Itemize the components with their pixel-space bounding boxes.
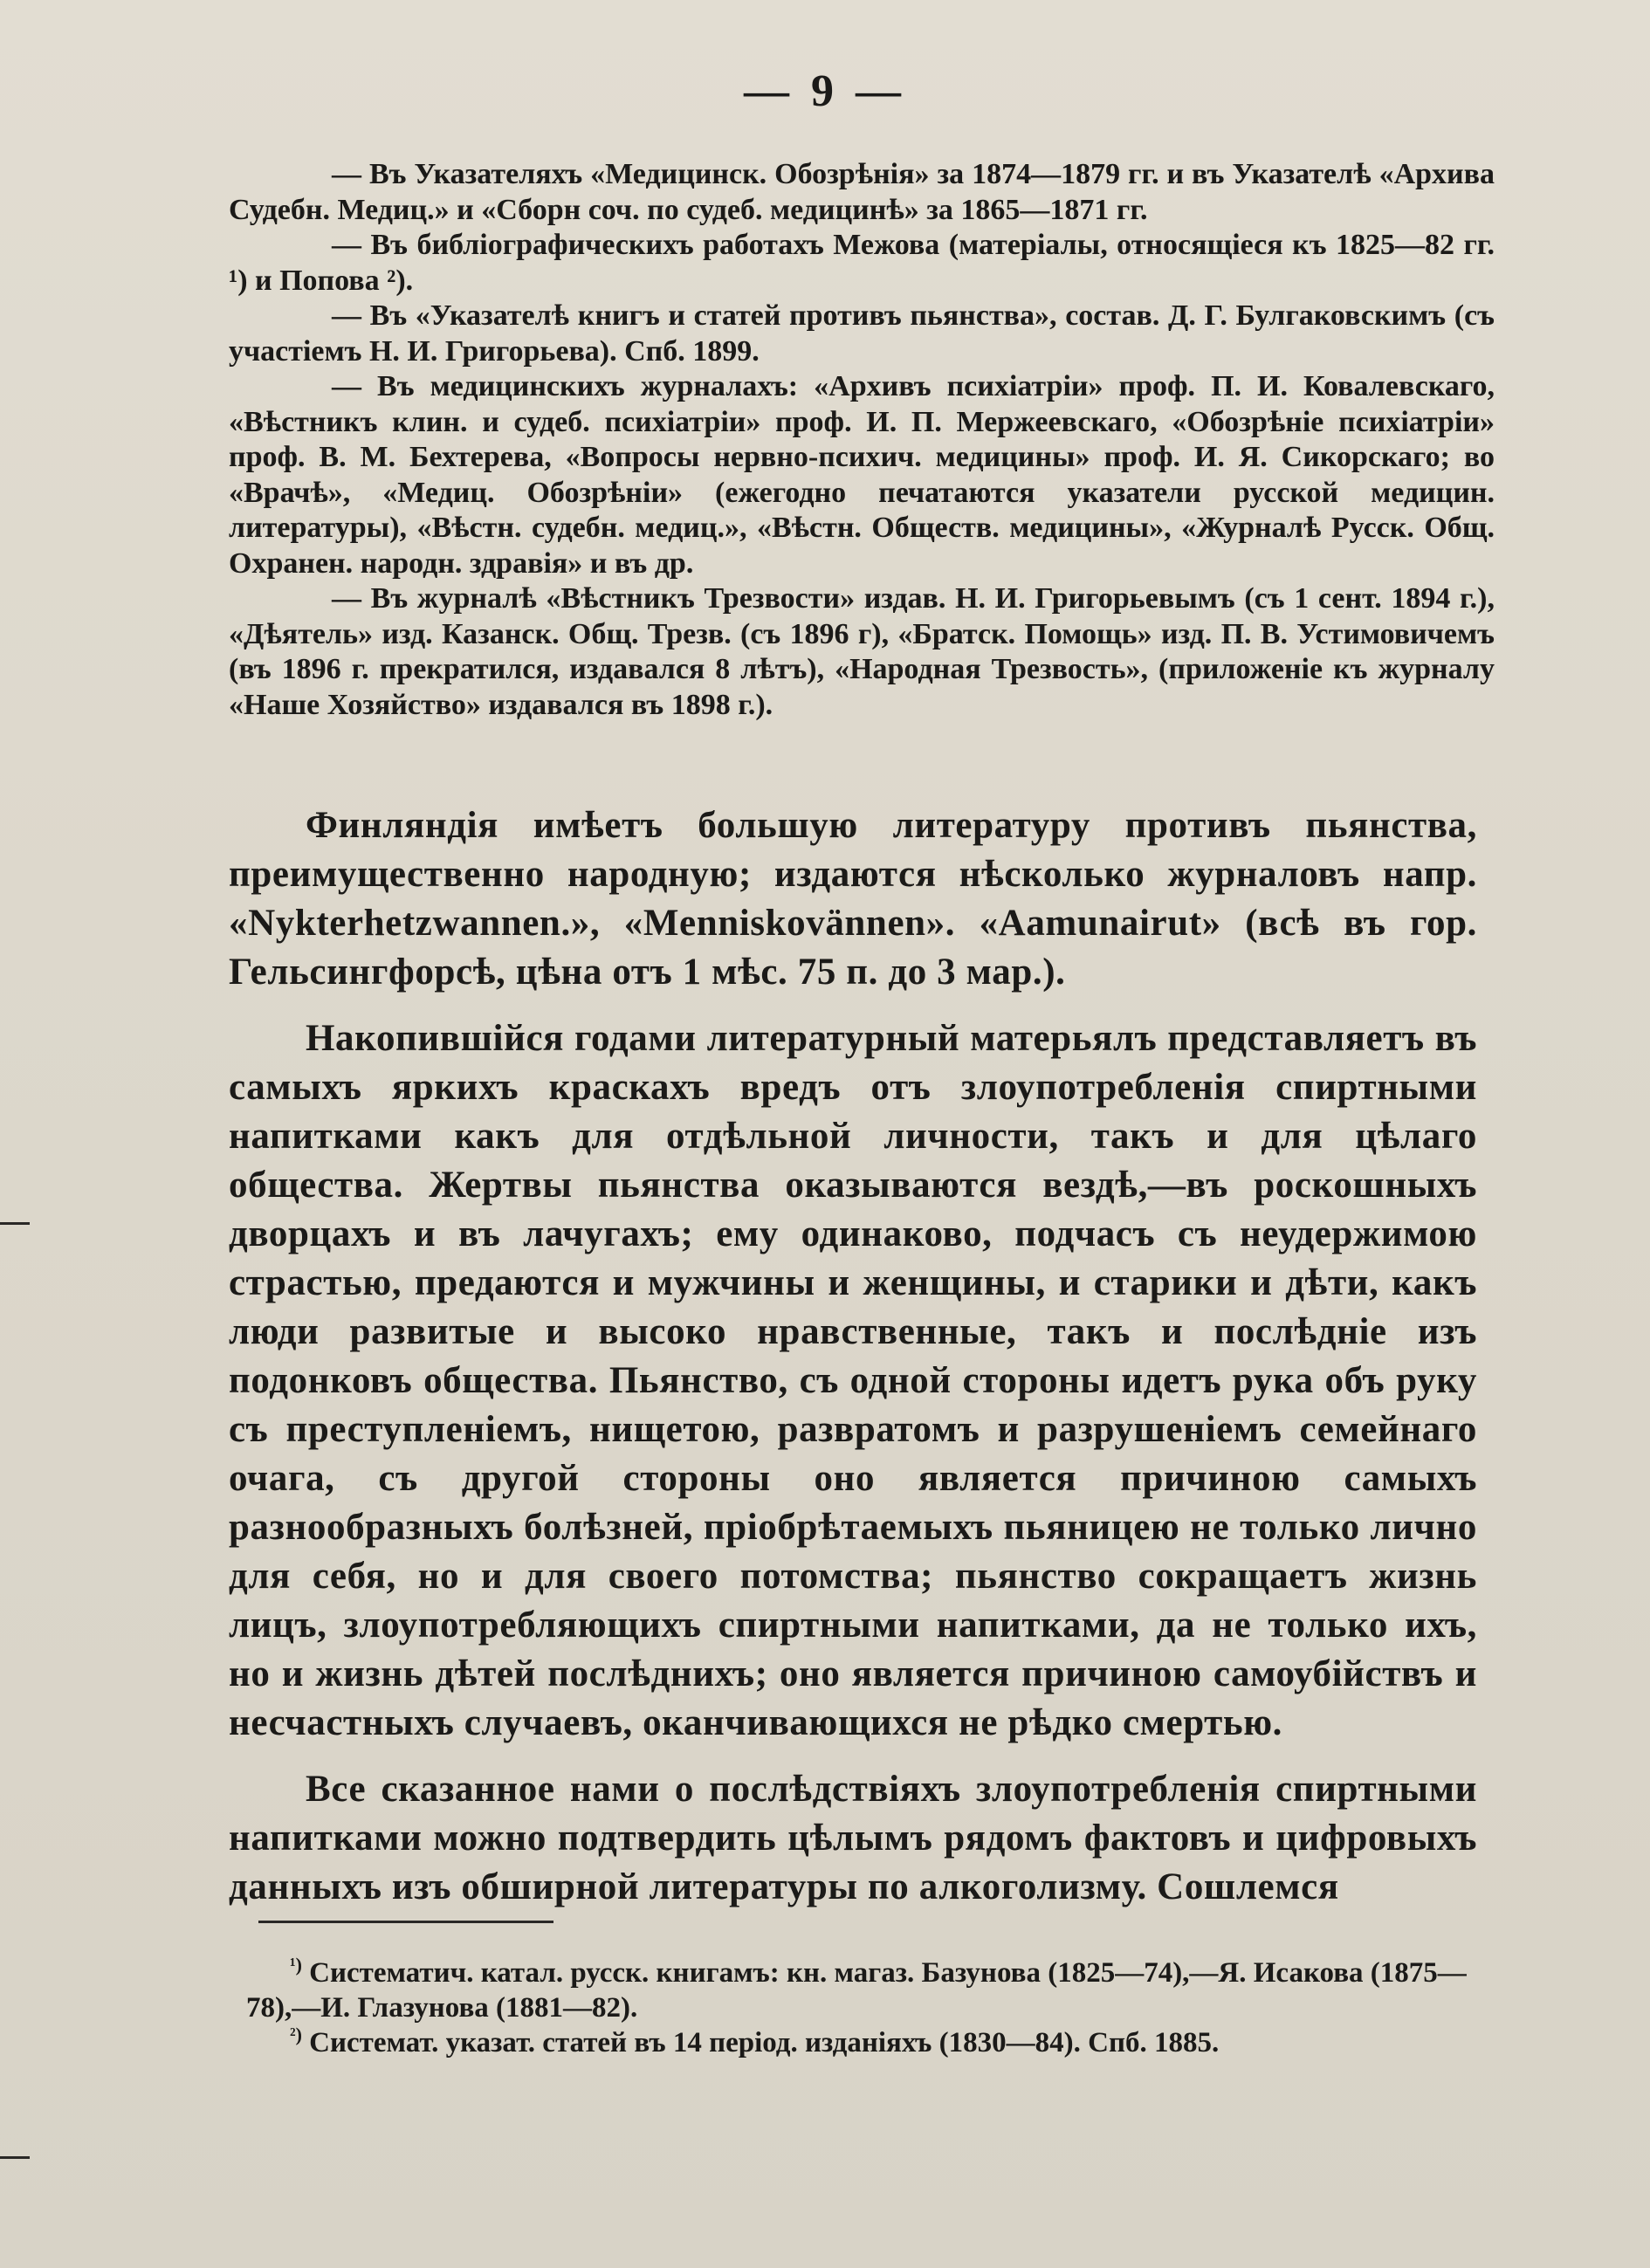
margin-mark <box>0 2156 30 2159</box>
bibliography-item: — Въ «Указателѣ книгъ и статей противъ пьянства», состав. Д. Г. Булгаковскимъ (съ участіемъ Н. И. Григорьева). Спб. 1899. <box>229 299 1495 368</box>
footnote-text: Системат. указат. статей въ 14 період. изданіяхъ (1830—84). Спб. 1885. <box>309 2027 1220 2058</box>
body-paragraph: Финляндія имѣетъ большую литературу противъ пьянства, преимущественно народную; издаются нѣсколько журналовъ напр. «Nykterhetzwannen.», «Menniskovännen». «Aamunairut» (всѣ въ гор. Гельсингфорсѣ, цѣна отъ 1 мѣс. 75 п. до 3 мар.). <box>229 805 1477 993</box>
margin-mark <box>0 1222 30 1225</box>
bibliography-list <box>229 157 1495 723</box>
body-paragraph: Накопившійся годами литературный матерьялъ представляетъ въ самыхъ яркихъ краскахъ вредъ отъ злоупотребленія спиртными напитками какъ для отдѣльной личности, такъ и для цѣлаго общества. Жертвы пьянства оказываются вездѣ,—въ роскошныхъ дворцахъ и въ лачугахъ; ему одинаково, подчасъ съ неудержимою страстью, предаются и мужчины и женщины, и старики и дѣти, какъ люди развитые и высоко нравственные, такъ и послѣдніе изъ подонковъ общества. Пьянство, съ одной стороны идетъ рука объ руку съ преступленіемъ, нищетою, развратомъ и разрушеніемъ семейнаго очага, съ другой стороны оно является причиною самыхъ разнообразныхъ болѣзней, пріобрѣтаемыхъ пьяницею не только лично для себя, но и для своего потомства; пьянство сокращаетъ жизнь лицъ, злоупотребляющихъ спиртными напитками, да не только ихъ, но и жизнь дѣтей послѣднихъ; оно является причиною самоубійствъ и несчастныхъ случаевъ, оканчивающихся не рѣдко смертью. <box>229 1018 1477 1743</box>
body-paragraph: Все сказанное нами о послѣдствіяхъ злоупотребленія спиртными напитками можно подтвердить цѣлымъ рядомъ фактовъ и цифровыхъ данныхъ изъ обширной литературы по алкоголизму. Сошлемся <box>229 1769 1477 1907</box>
footnote-mark: ¹) <box>290 1954 302 1976</box>
bibliography-item: — Въ медицинскихъ журналахъ: «Архивъ психіатріи» проф. П. И. Ковалевскаго, «Вѣстникъ клин. и судеб. психіатріи» проф. И. П. Мержеевскаго, «Обозрѣніе психіатріи» проф. В. М. Бехтерева, «Вопросы нервно-психич. медицины» проф. И. Я. Сикорскаго; во «Врачѣ», «Медиц. Обозрѣніи» (ежегодно печатаются указатели русской медицин. литературы), «Вѣстн. судебн. медиц.», «Вѣстн. Обществ. медицины», «Журналѣ Русск. Общ. Охранен. народн. здравія» и въ др. <box>229 370 1495 580</box>
footnote-mark: ²) <box>290 2024 302 2045</box>
footnote-text: Систематич. катал. русск. книгамъ: кн. магаз. Базунова (1825—74),—Я. Исакова (1875—78),—И. Глазунова (1881—82). <box>246 1957 1467 2024</box>
main-text <box>229 801 1477 1929</box>
bibliography-item: — Въ Указателяхъ «Медицинск. Обозрѣнія» за 1874—1879 гг. и въ Указателѣ «Архива Судебн. Медиц.» и «Сборн соч. по судеб. медицинѣ» за 1865—1871 гг. <box>229 158 1495 226</box>
page-number: — 9 — <box>744 66 906 116</box>
footnote-separator <box>258 1921 553 1923</box>
bibliography-item: — Въ журналѣ «Вѣстникъ Трезвости» издав. Н. И. Григорьевымъ (съ 1 сент. 1894 г.), «Дѣятель» изд. Казанск. Общ. Трезв. (съ 1896 г), «Братск. Помощь» изд. П. В. Устимовичемъ (въ 1896 г. прекратился, издавался 8 лѣтъ), «Народная Трезвость», (приложеніе къ журналу «Наше Хозяйство» издавался въ 1898 г.). <box>229 582 1495 721</box>
footnote <box>246 1955 1477 2025</box>
footnotes <box>246 1955 1477 2060</box>
footnote <box>246 2025 1477 2060</box>
bibliography-item: — Въ библіографическихъ работахъ Межова (матеріалы, относящіеся къ 1825—82 гг. ¹) и Попова ²). <box>229 229 1495 297</box>
